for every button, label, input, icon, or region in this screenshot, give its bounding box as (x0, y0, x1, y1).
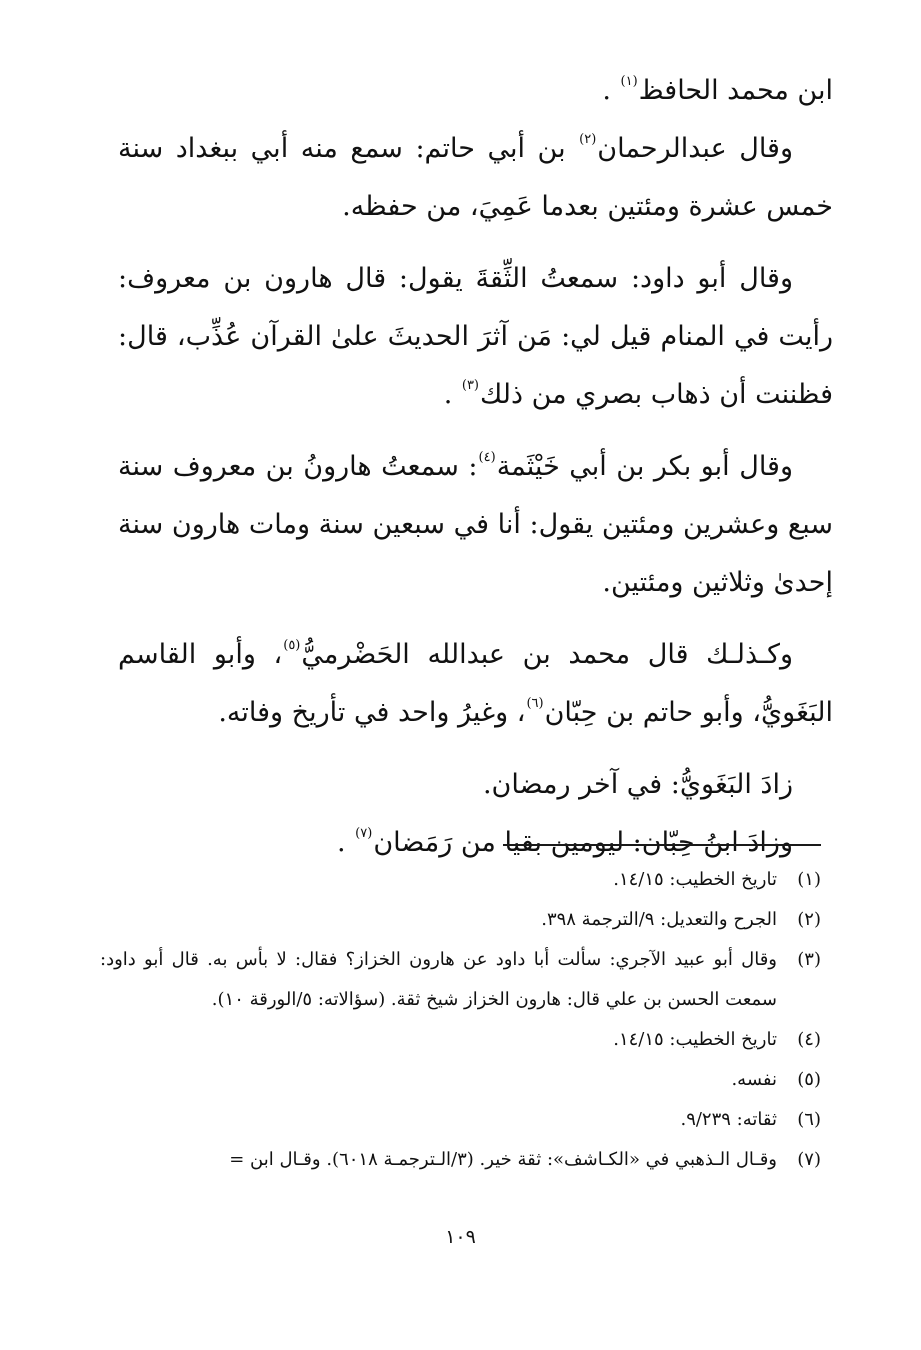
paragraph-1-text: ابن محمد الحافظ (638, 75, 833, 106)
footnote-5 (100, 1060, 821, 1100)
paragraph-5 (118, 626, 833, 742)
paragraph-5-text-c: ، وغيرُ واحد في تأريخ وفاته. (218, 697, 526, 728)
paragraph-7-end: . (337, 827, 355, 858)
paragraph-3-end: . (443, 379, 461, 410)
footnote-ref-7: (٧) (355, 826, 373, 841)
footnote-ref-1: (١) (620, 74, 638, 89)
paragraph-6-text: زادَ البَغَويُّ: في آخر رمضان. (482, 769, 793, 800)
footnote-1 (100, 860, 821, 900)
footnote-number: (٥) (797, 1069, 821, 1090)
footnote-3 (100, 940, 821, 1020)
paragraph-7-text: وزادَ ابنُ حِبّان: ليومين بقيا من رَمَضان (373, 827, 793, 858)
paragraph-3 (118, 250, 833, 424)
paragraph-5-text-a: وكـذلـك قال محمد بن عبدالله الحَضْرميُّ (301, 639, 793, 670)
footnote-7 (100, 1140, 821, 1180)
footnote-ref-2: (٢) (579, 132, 597, 147)
footnote-number: (٢) (797, 909, 821, 930)
footnote-number: (٤) (797, 1029, 821, 1050)
footnote-text: الجرح والتعديل: ٩/الترجمة ٣٩٨. (541, 909, 777, 930)
paragraph-2-text-a: وقال عبدالرحمان (597, 133, 793, 164)
footnote-ref-5: (٥) (283, 638, 301, 653)
footnote-4 (100, 1020, 821, 1060)
footnotes (100, 860, 821, 1180)
paragraph-5-text-b: ، وأبو القاسم البَغَويُّ، وأبو حاتم بن حِبّان (118, 639, 833, 728)
footnote-text: تاريخ الخطيب: ١٤/١٥. (613, 869, 777, 890)
footnote-number: (٣) (797, 949, 821, 970)
footnote-2 (100, 900, 821, 940)
paragraph-1-end: . (602, 75, 620, 106)
footnote-text: ثقاته: ٩/٢٣٩. (680, 1109, 777, 1130)
paragraph-6 (118, 756, 833, 814)
footnote-6 (100, 1100, 821, 1140)
paragraph-2-text-b: بن أبي حاتم: سمع منه أبي ببغداد سنة خمس عشرة ومئتين بعدما عَمِيَ، من حفظه. (118, 133, 833, 222)
page-number: ١٠٩ (445, 1226, 476, 1248)
footnote-text: تاريخ الخطيب: ١٤/١٥. (613, 1029, 777, 1050)
footnote-text: نفسه. (731, 1069, 777, 1090)
paragraph-4 (118, 438, 833, 612)
paragraph-2 (118, 120, 833, 236)
paragraph-4-text-a: وقال أبو بكر بن أبي خَيْثَمة (496, 451, 793, 482)
main-text (118, 62, 833, 886)
footnote-ref-3: (٣) (461, 378, 479, 393)
footnote-text: وقـال الـذهبي في «الكـاشف»: ثقة خير. (٣/الـترجمـة ٦٠١٨). وقـال ابن = (229, 1149, 777, 1170)
footnote-ref-4: (٤) (478, 450, 496, 465)
paragraph-3-text: وقال أبو داود: سمعتُ الثِّقةَ يقول: قال هارون بن معروف: رأيت في المنام قيل لي: مَن آثرَ الحديثَ علىٰ القرآن عُذِّب، قال: فظننت أن ذهاب بصري من ذلك (118, 263, 833, 410)
footnote-text: وقال أبو عبيد الآجري: سألت أبا داود عن هارون الخزاز؟ فقال: لا بأس به. قال أبو داود: سمعت الحسن بن علي قال: هارون الخزاز شيخ ثقة. (سؤالاته: ٥/الورقة ١٠). (100, 949, 777, 1010)
footnote-ref-6: (٦) (526, 696, 544, 711)
paragraph-1 (118, 62, 833, 120)
footnote-number: (٧) (797, 1149, 821, 1170)
footnote-number: (٦) (797, 1109, 821, 1130)
footnote-separator (503, 844, 821, 846)
paragraph-4-text-b: : سمعتُ هارونُ بن معروف سنة سبع وعشرين ومئتين يقول: أنا في سبعين سنة ومات هارون سنة إحدىٰ وثلاثين ومئتين. (118, 451, 833, 598)
footnote-number: (١) (797, 869, 821, 890)
